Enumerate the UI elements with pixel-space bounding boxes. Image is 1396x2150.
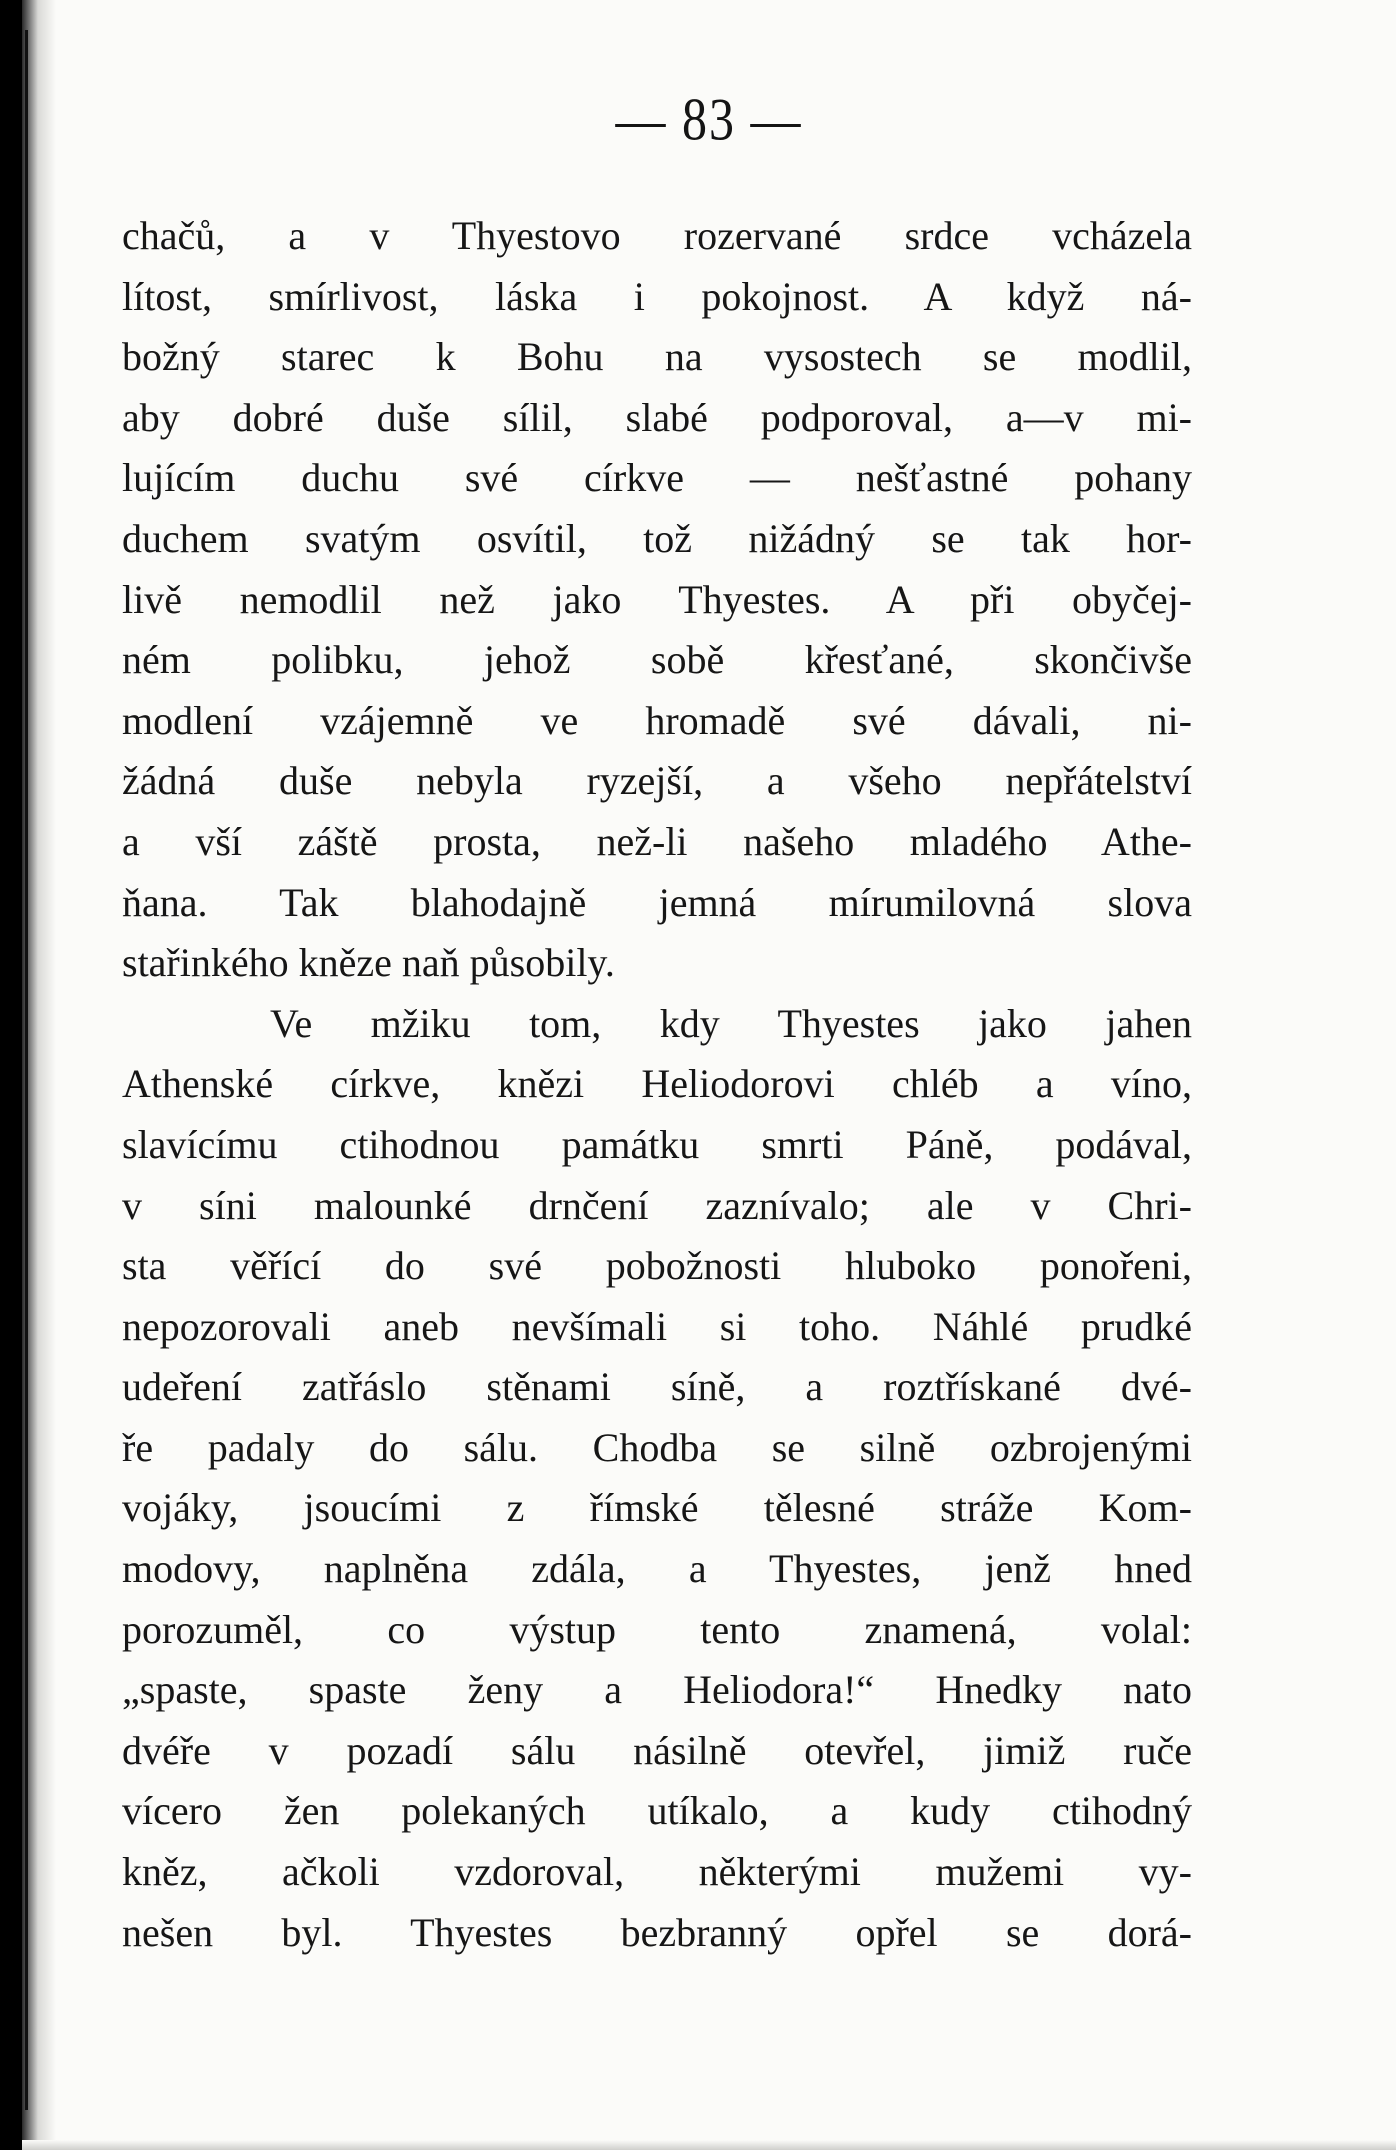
text-line: „spaste, spaste ženy a Heliodora!“ Hnedky nato (122, 1667, 1192, 1713)
text-line: porozuměl, co výstup tento znamená, volal: (122, 1606, 1192, 1652)
binding-gutter (22, 0, 56, 2150)
text-line: stařinkého kněze naň působily. (122, 940, 615, 986)
text-line: vojáky, jsoucími z římské tělesné stráže Kom- (122, 1485, 1192, 1531)
book-page (22, 0, 1396, 2150)
text-line: lujícím duchu své církve — nešťastné pohany (122, 455, 1192, 501)
text-line: slavícímu ctihodnou památku smrti Páně, podával, (122, 1121, 1192, 1167)
text-line: ném polibku, jehož sobě křesťané, skončivše (122, 637, 1192, 683)
text-line: sta věřící do své pobožnosti hluboko ponořeni, (122, 1243, 1192, 1289)
text-line: a vší záště prosta, než-li našeho mladého Athe- (122, 818, 1192, 864)
text-line: ňana. Tak blahodajně jemná mírumilovná slova (122, 879, 1192, 925)
text-line: duchem svatým osvítil, tož nižádný se tak hor- (122, 515, 1192, 561)
text-line: aby dobré duše sílil, slabé podporoval, a—v mi- (122, 394, 1192, 440)
text-line: dvéře v pozadí sálu násilně otevřel, jimiž ruče (122, 1727, 1192, 1773)
text-line: nepozorovali aneb nevšímali si toho. Náhlé prudké (122, 1303, 1192, 1349)
page-number: — 83 — (615, 85, 803, 153)
body-text (122, 206, 1192, 1963)
text-line: udeření zatřáslo stěnami síně, a roztřískané dvé- (122, 1364, 1192, 1410)
text-line: Athenské církve, knězi Heliodorovi chléb a víno, (122, 1061, 1192, 1107)
text-line: Ve mžiku tom, kdy Thyestes jako jahen (270, 1000, 1192, 1046)
text-line: vícero žen polekaných utíkalo, a kudy ctihodný (122, 1788, 1192, 1834)
text-line: lítost, smírlivost, láska i pokojnost. A když ná- (122, 273, 1192, 319)
text-line: nešen byl. Thyestes bezbranný opřel se dorá- (122, 1909, 1192, 1955)
text-line: livě nemodlil než jako Thyestes. A při obyčej- (122, 576, 1192, 622)
text-line: v síni malounké drnčení zaznívalo; ale v Chri- (122, 1182, 1192, 1228)
binding-edge-line (25, 30, 28, 2110)
paragraph (122, 206, 1192, 994)
text-line: ře padaly do sálu. Chodba se silně ozbrojenými (122, 1424, 1192, 1470)
text-line: božný starec k Bohu na vysostech se modlil, (122, 334, 1192, 380)
text-line: kněz, ačkoli vzdoroval, některými mužemi vy- (122, 1849, 1192, 1895)
page-bottom-edge (22, 2140, 1396, 2150)
text-line: chačů, a v Thyestovo rozervané srdce vcházela (122, 213, 1192, 258)
text-line: žádná duše nebyla ryzejší, a všeho nepřátelství (122, 758, 1192, 804)
text-line: modlení vzájemně ve hromadě své dávali, ni- (122, 697, 1192, 743)
text-line: modovy, naplněna zdála, a Thyestes, jenž hned (122, 1546, 1192, 1592)
paragraph (122, 994, 1192, 1964)
